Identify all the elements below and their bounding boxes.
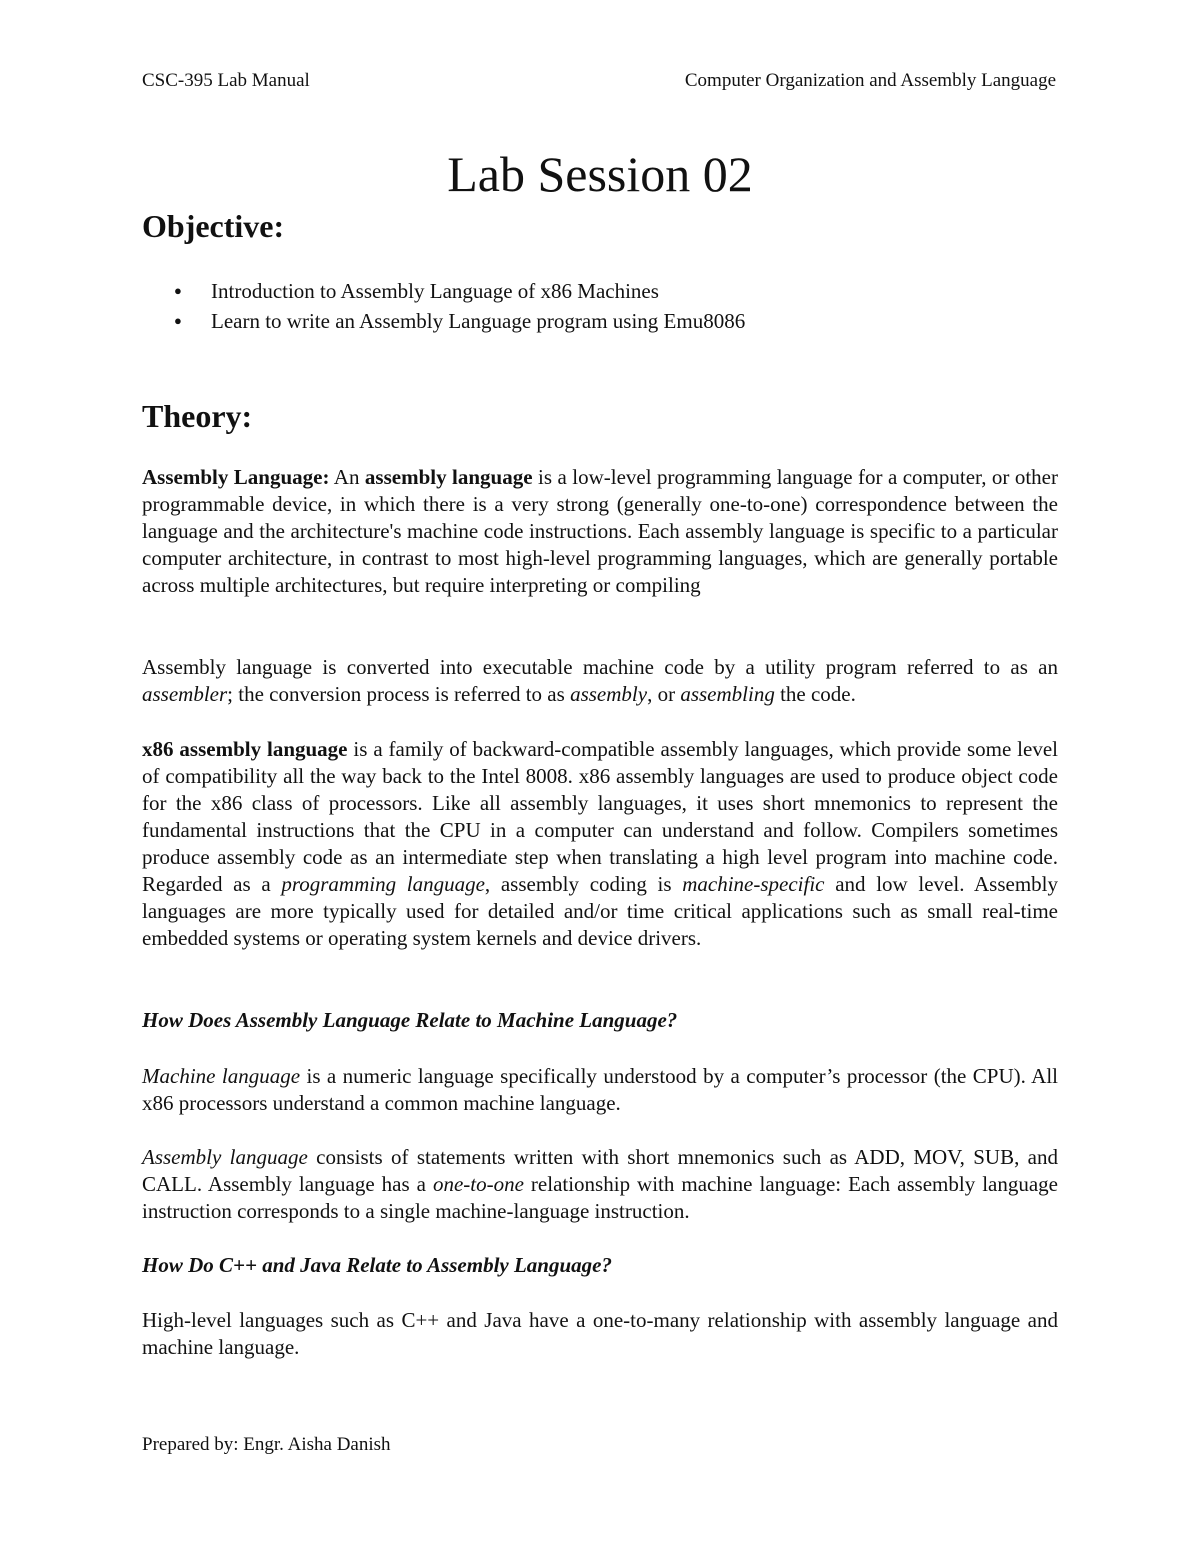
text-run: the code. xyxy=(774,682,856,706)
running-header-subject: Computer Organization and Assembly Language xyxy=(684,70,1056,91)
objective-heading: Objective: xyxy=(142,208,285,244)
objective-list xyxy=(142,276,745,336)
text-run: is a low-level programming language for a computer, or other programmable device, in which there is a very strong (generally one-to-one) correspondence between the language and the architecture's machine code instructions. Each assembly language is specific to a particular computer architecture, in contrast to most high-level programming languages, which are generally portable across multiple architectures, but require interpreting or compiling xyxy=(142,465,1058,597)
text-run: is a family of backward-compatible assembly languages, which provide some level of compatibility all the way back to the Intel 8008. x86 assembly languages are used to produce object code for the x86 class of processors. Like all assembly languages, it uses short mnemonics to represent the fundamental instructions that the CPU in a computer can understand and follow. Compilers sometimes produce assembly code as an intermediate step when translating a high level program into machine code. Regarded as a xyxy=(142,737,1058,896)
page-title: Lab Session 02 xyxy=(447,146,753,202)
term-italic: assembler xyxy=(142,682,228,706)
term-italic: Assembly language xyxy=(142,1145,308,1169)
paragraph-high-level-languages: High-level languages such as C++ and Java have a one-to-many relationship with assembly language and machine language. xyxy=(142,1308,1058,1359)
text-run: An xyxy=(329,465,365,489)
page-footer: Prepared by: Engr. Aisha Danish xyxy=(142,1434,391,1455)
paragraph-machine-language xyxy=(142,1063,1058,1117)
text-run: and low level. Assembly languages are more typically used for detailed and/or time critical applications such as small real-time embedded systems or operating system kernels and device drivers. xyxy=(142,872,1058,950)
theory-heading: Theory: xyxy=(142,398,253,434)
text-run: Assembly language is converted into executable machine code by a utility program referred to as an xyxy=(142,655,1058,679)
text-run: is a numeric language specifically understood by a computer’s processor (the CPU). All x86 processors understand a common machine language. xyxy=(142,1064,1059,1115)
text-run: , assembly coding is xyxy=(484,872,683,896)
term-italic: assembling xyxy=(680,682,775,706)
paragraph-assembly-language xyxy=(142,464,1058,599)
paragraph-x86-assembly xyxy=(142,736,1058,952)
objective-item: ● Learn to write an Assembly Language program using Emu8086 xyxy=(142,306,745,336)
paragraph-assembly-mnemonics xyxy=(142,1144,1058,1225)
question-heading-cpp-java: How Do C++ and Java Relate to Assembly Language? xyxy=(142,1253,612,1277)
text-run: , or xyxy=(647,682,681,706)
term-label: Assembly Language: xyxy=(142,465,330,489)
term-italic: Machine language xyxy=(142,1064,301,1088)
term-italic: one-to-one xyxy=(432,1172,524,1196)
term-bold: assembly language xyxy=(364,465,533,489)
text-run: consists of statements written with short mnemonics such as ADD, MOV, SUB, and CALL. Assembly language has a xyxy=(142,1145,1058,1196)
paragraph-assembler xyxy=(142,654,1058,708)
term-italic: machine-specific xyxy=(682,872,825,896)
term-italic: assembly xyxy=(570,682,648,706)
running-header-course: CSC-395 Lab Manual xyxy=(142,70,310,91)
objective-item: ● Introduction to Assembly Language of x86 Machines xyxy=(142,276,745,306)
question-heading-machine-language: How Does Assembly Language Relate to Machine Language? xyxy=(142,1008,678,1032)
term-italic: programming language xyxy=(281,872,485,896)
text-run: ; the conversion process is referred to as xyxy=(227,682,571,706)
term-bold: x86 assembly language xyxy=(142,737,348,761)
text-run: relationship with machine language: Each assembly language instruction corresponds to a single machine-language instruction. xyxy=(142,1172,1059,1223)
